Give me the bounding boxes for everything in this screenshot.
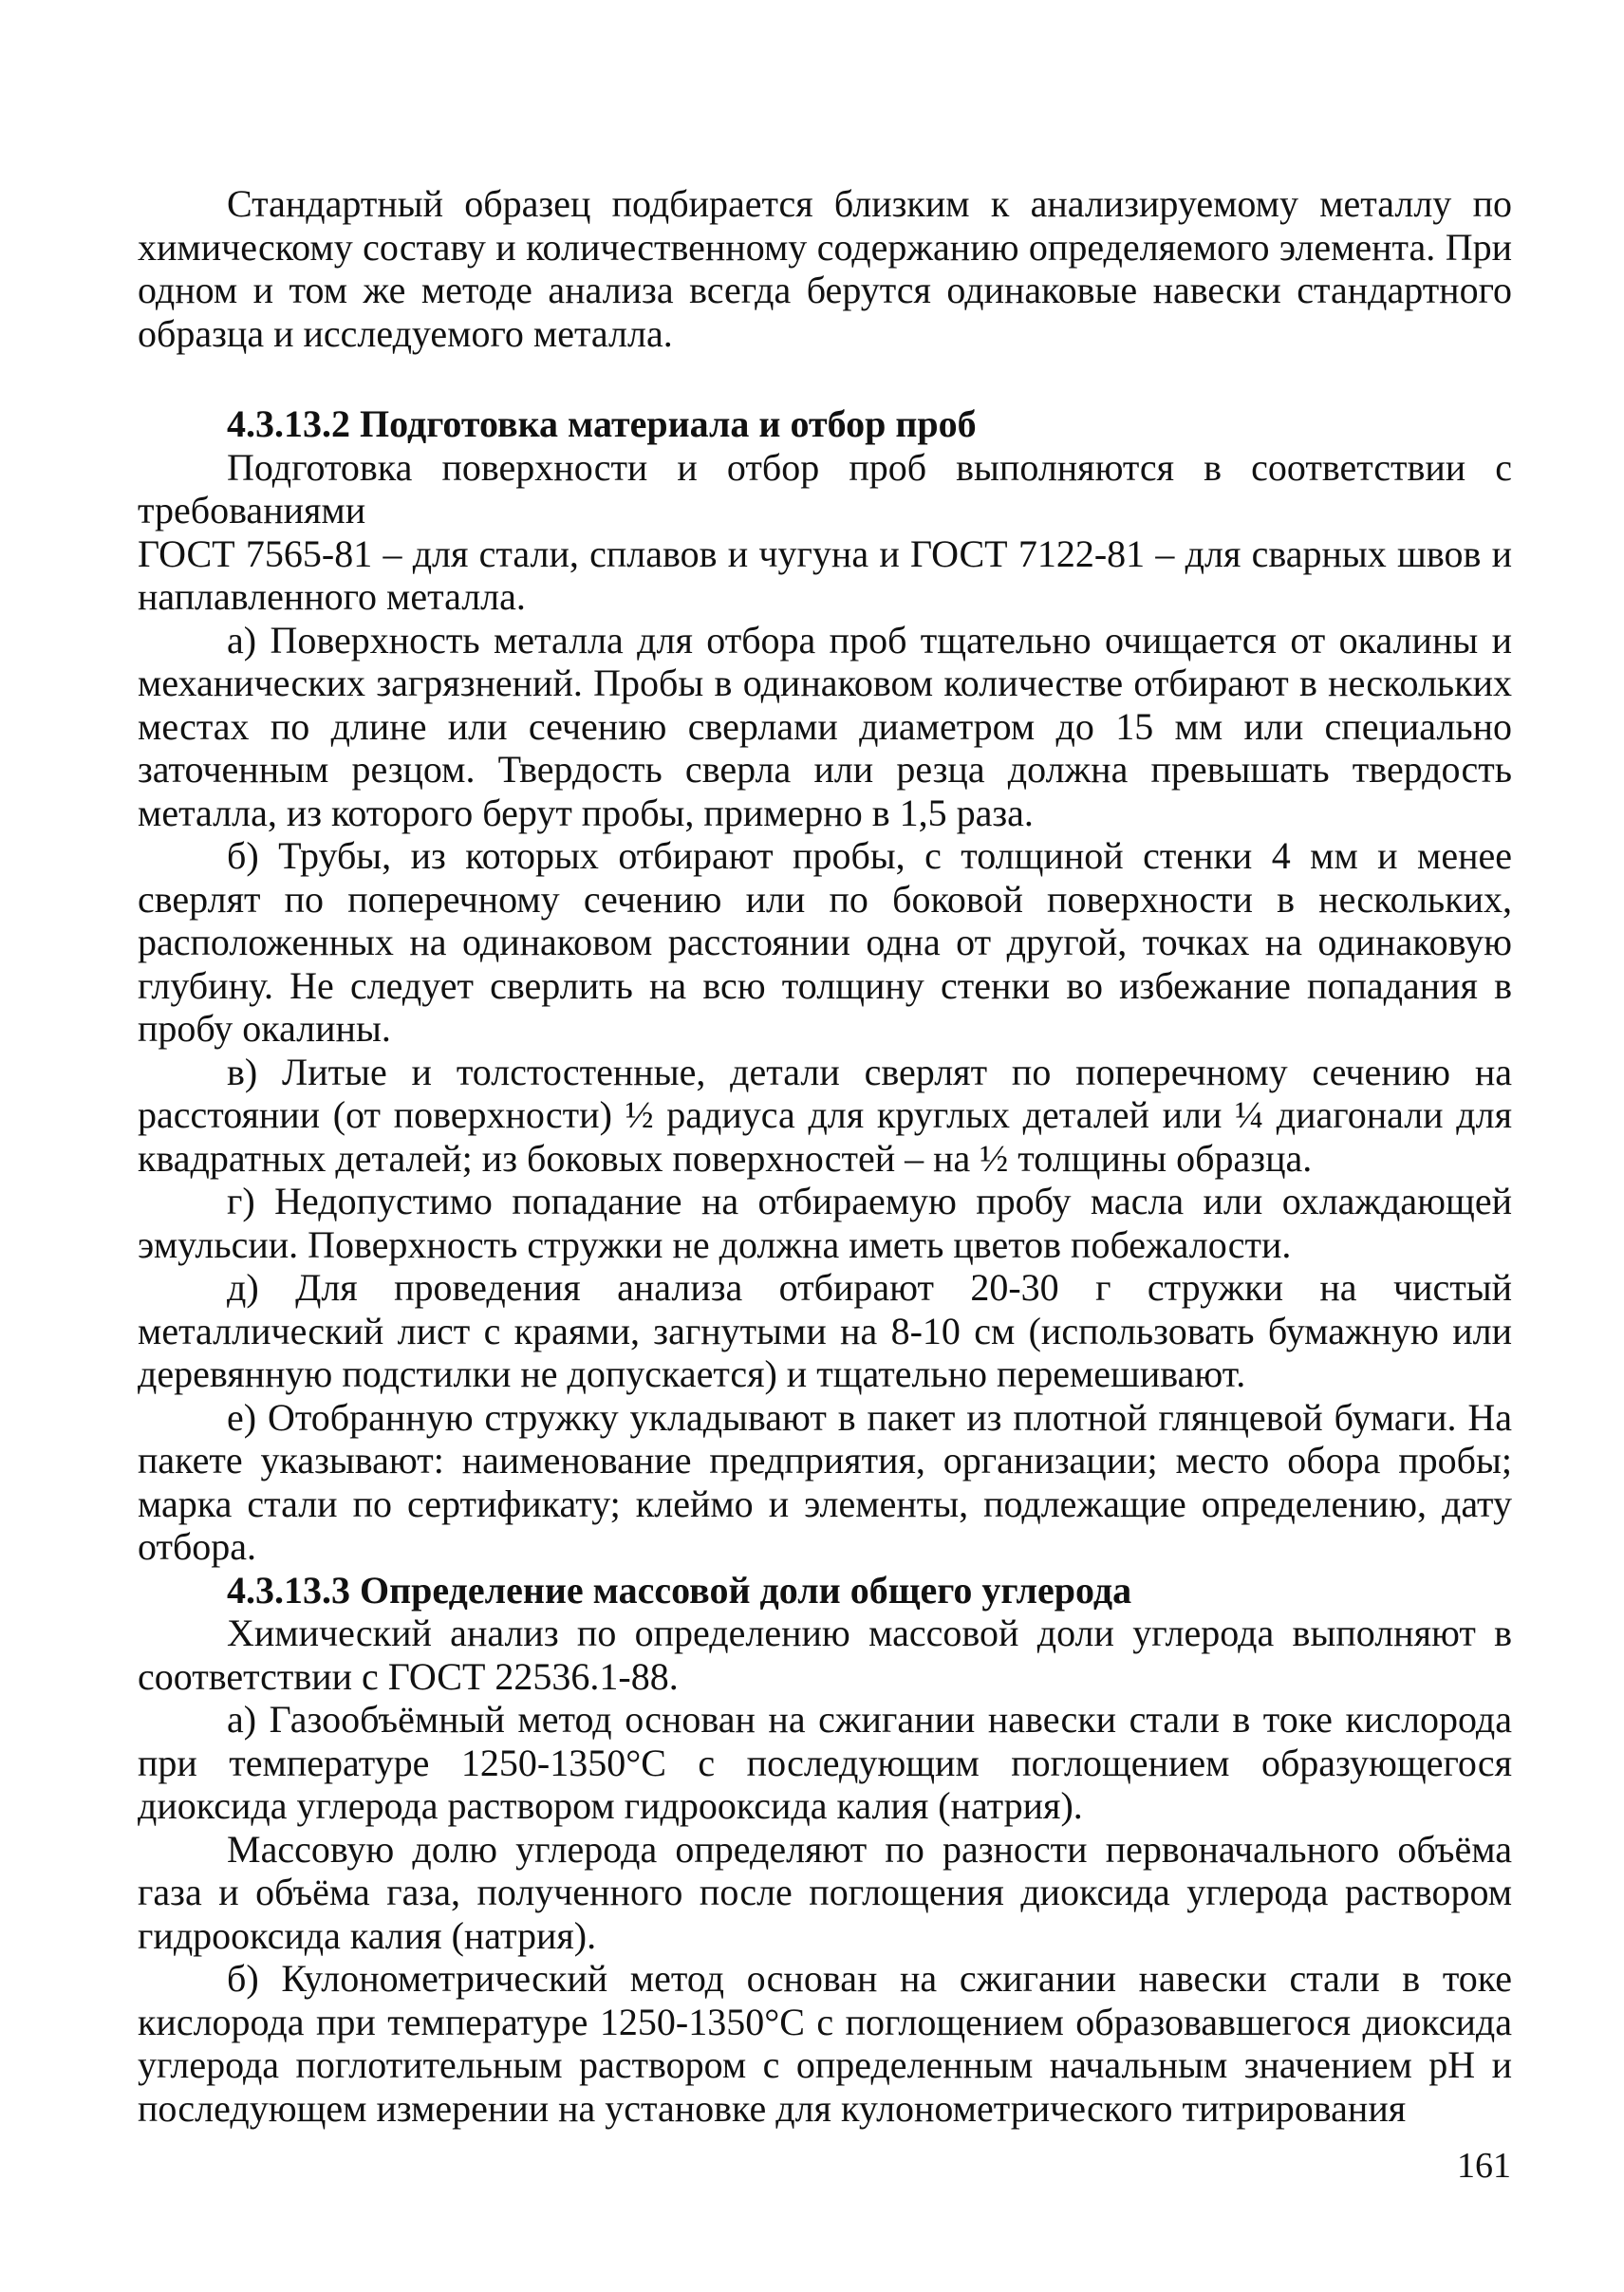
method-b-paragraph: б) Кулонометрический метод основан на сжигании навески стали в токе кислорода при температуре 1250-1350°С с поглощением образовавшегося диоксида углерода поглотительным раствором с определенным начальным значением рН и последующем измерении на установке для кулонометрического титрирования [138, 1957, 1512, 2130]
section-heading-4-3-13-2: 4.3.13.2 Подготовка материала и отбор проб [227, 402, 977, 445]
list-item-v: в) Литые и толстостенные, детали сверлят по поперечному сечению на расстоянии (от поверхности) ½ радиуса для круглых деталей или ¼ диагонали для квадратных деталей; из боковых поверхностей – на ½ толщины образца. [138, 1050, 1512, 1180]
method-a-paragraph: а) Газообъёмный метод основан на сжигании навески стали в токе кислорода при температуре 1250-1350°С с последующим поглощением образующегося диоксида углерода раствором гидрооксида калия (натрия). [138, 1698, 1512, 1827]
list-item-a: а) Поверхность металла для отбора проб тщательно очищается от окалины и механических загрязнений. Пробы в одинаковом количестве отбирают в нескольких местах по длине или сечению сверлами диаметром до 15 мм или специально заточенным резцом. Твердость сверла или резца должна превышать твердость металла, из которого берут пробы, примерно в 1,5 раза. [138, 618, 1512, 834]
list-item-g: г) Недопустимо попадание на отбираемую пробу масла или охлаждающей эмульсии. Поверхность стружки не должна иметь цветов побежалости. [138, 1180, 1512, 1266]
list-item-e: е) Отобранную стружку укладывают в пакет из плотной глянцевой бумаги. На пакете указывают: наименование предприятия, организации; место обора пробы; марка стали по сертификату; клеймо и элементы, подлежащие определению, дату отбора. [138, 1395, 1512, 1568]
intro-paragraph: Стандартный образец подбирается близким к анализируемому металлу по химическому составу и количественному содержанию определяемого элемента. При одном и том же методе анализа всегда берутся одинаковые навески стандартного образца и исследуемого металла. [138, 182, 1512, 355]
body-text [138, 182, 1512, 2130]
list-item-b: б) Трубы, из которых отбирают пробы, с толщиной стенки 4 мм и менее сверлят по поперечному сечению или по боковой поверхности в нескольких, расположенных на одинаковом расстоянии одна от другой, точках на одинаковую глубину. Не следует сверлить на всю толщину стенки во избежание попадания в пробу окалины. [138, 834, 1512, 1050]
gost-reference-line: ГОСТ 7565-81 – для стали, сплавов и чугуна и ГОСТ 7122-81 – для сварных швов и наплавленного металла. [138, 531, 1512, 618]
method-a-continuation: Массовую долю углерода определяют по разности первоначального объёма газа и объёма газа, полученного после поглощения диоксида углерода раствором гидрооксида калия (натрия). [138, 1827, 1512, 1957]
section-2-intro: Подготовка поверхности и отбор проб выполняются в соответствии с требованиями [138, 445, 1512, 531]
page-number: 161 [1457, 2146, 1511, 2186]
list-item-d: д) Для проведения анализа отбирают 20-30 г стружки на чистый металлический лист с краями, загнутыми на 8-10 см (использовать бумажную или деревянную подстилки не допускается) и тщательно перемешивают. [138, 1266, 1512, 1395]
section-3-intro: Химический анализ по определению массовой доли углерода выполняют в соответствии с ГОСТ 22536.1-88. [138, 1612, 1512, 1698]
section-heading-4-3-13-3: 4.3.13.3 Определение массовой доли общего углерода [227, 1568, 1132, 1612]
